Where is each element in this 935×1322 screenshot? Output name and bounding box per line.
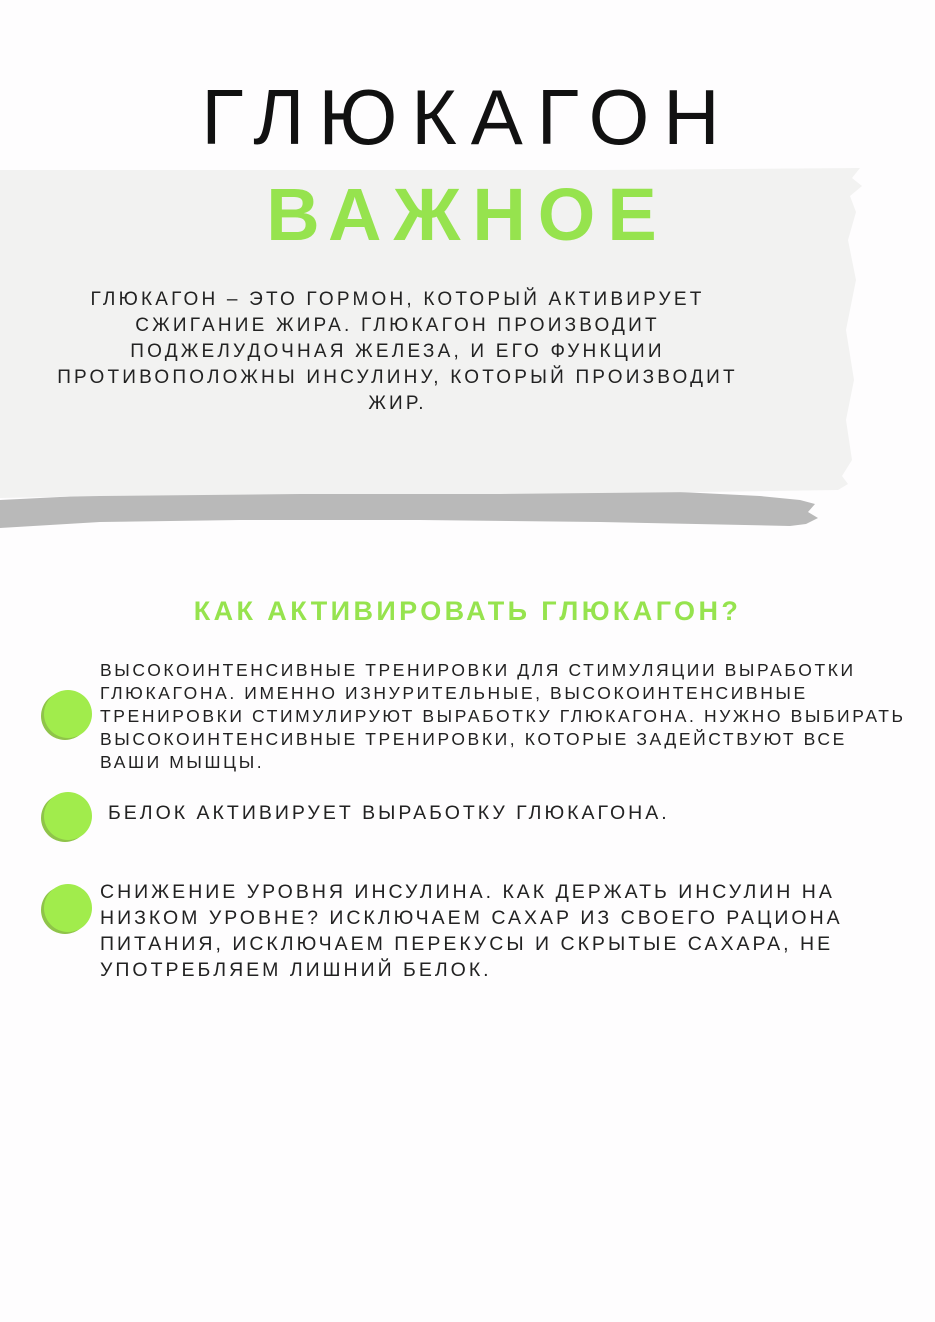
bullet-text-2: БЕЛОК АКТИВИРУЕТ ВЫРАБОТКУ ГЛЮКАГОНА.	[108, 802, 670, 824]
bullet-text-3: СНИЖЕНИЕ УРОВНЯ ИНСУЛИНА. КАК ДЕРЖАТЬ ИНСУЛИН НА НИЗКОМ УРОВНЕ? ИСКЛЮЧАЕМ САХАР ИЗ СВОЕГО РАЦИОНА ПИТАНИЯ, ИСКЛЮЧАЕМ ПЕРЕКУСЫ И СКРЫТЫЕ САХАРА, НЕ УПОТРЕБЛЯЕМ ЛИШНИЙ БЕЛОК.	[100, 881, 843, 981]
bullet-dot-1	[44, 690, 92, 738]
bullet-dot-3	[44, 884, 92, 932]
intro-paragraph: ГЛЮКАГОН – ЭТО ГОРМОН, КОТОРЫЙ АКТИВИРУЕТ СЖИГАНИЕ ЖИРА. ГЛЮКАГОН ПРОИЗВОДИТ ПОДЖЕЛУДОЧНАЯ ЖЕЛЕЗА, И ЕГО ФУНКЦИИ ПРОТИВОПОЛОЖНЫ ИНСУЛИНУ, КОТОРЫЙ ПРОИЗВОДИТ ЖИР.	[57, 289, 738, 414]
bullet-dot-2	[44, 792, 92, 840]
section-heading: КАК АКТИВИРОВАТЬ ГЛЮКАГОН?	[193, 596, 742, 626]
page-subtitle: ВАЖНОЕ	[266, 173, 669, 256]
bullet-text-1: ВЫСОКОИНТЕНСИВНЫЕ ТРЕНИРОВКИ ДЛЯ СТИМУЛЯЦИИ ВЫРАБОТКИ ГЛЮКАГОНА. ИМЕННО ИЗНУРИТЕЛЬНЫЕ, ВЫСОКОИНТЕНСИВНЫЕ ТРЕНИРОВКИ СТИМУЛИРУЮТ ВЫРАБОТКУ ГЛЮКАГОНА. НУЖНО ВЫБИРАТЬ ВЫСОКОИНТЕНСИВНЫЕ ТРЕНИРОВКИ, КОТОРЫЕ ЗАДЕЙСТВУЮТ ВСЕ ВАШИ МЫШЦЫ.	[100, 660, 906, 772]
page-title: ГЛЮКАГОН	[201, 73, 734, 161]
